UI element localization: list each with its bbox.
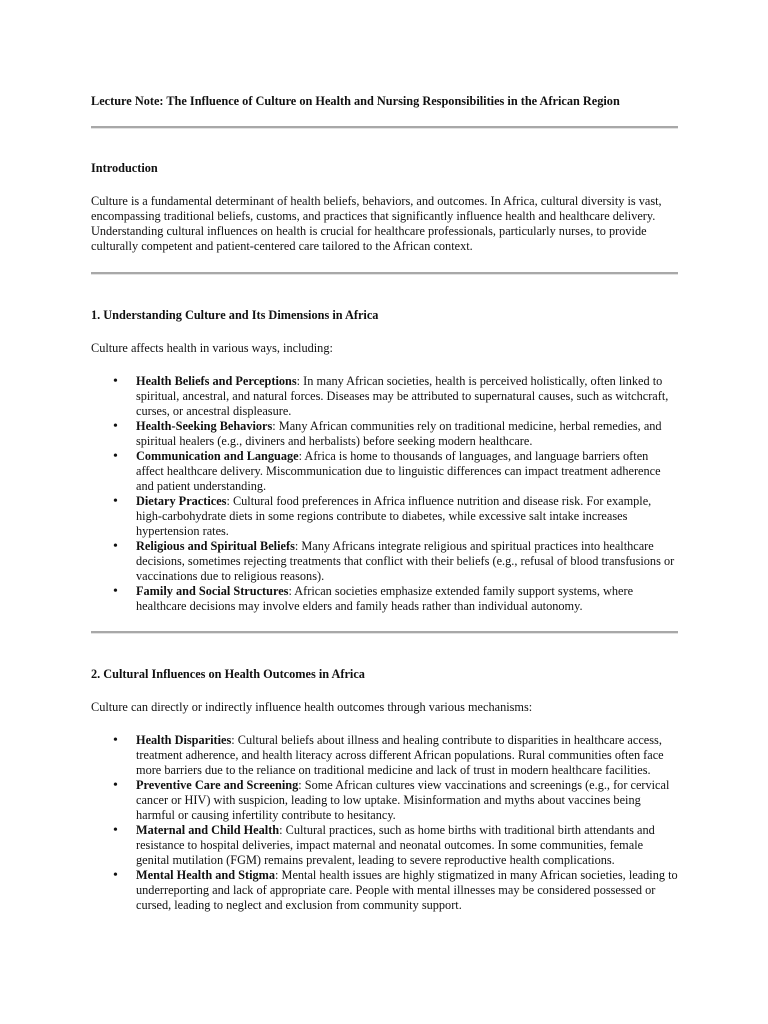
list-item xyxy=(91,374,678,419)
list-item-term: Dietary Practices xyxy=(136,494,227,508)
section-2-list xyxy=(91,733,678,913)
list-item-text: : Mental health issues are highly stigmatized in many African societies, leading to underreporting and lack of appropriate care. People with mental illnesses may be considered possessed or cursed, leading to neglect and exclusion from community support. xyxy=(136,868,678,912)
bullet-icon: • xyxy=(113,374,118,389)
list-item-text: : Many Africans integrate religious and spiritual practices into healthcare decisions, sometimes rejecting treatments that conflict with their beliefs (e.g., refusal of blood transfusions or vaccinations due to religious reasons). xyxy=(136,539,675,583)
list-item xyxy=(91,778,678,823)
bullet-icon: • xyxy=(113,778,118,793)
list-item-text: : In many African societies, health is perceived holistically, often linked to spiritual, ancestral, and natural forces. Diseases may be attributed to supernatural causes, such as witchcraft, curses, or ancestral displeasure. xyxy=(136,374,669,418)
section-2-intro: Culture can directly or indirectly influence health outcomes through various mechanisms: xyxy=(91,700,533,714)
section-1-heading: 1. Understanding Culture and Its Dimensions in Africa xyxy=(91,308,379,322)
list-item-term: Health Disparities xyxy=(136,733,232,747)
list-item-text: : Some African cultures view vaccinations and screenings (e.g., for cervical cancer or HIV) with suspicion, leading to low uptake. Misinformation and myths about vaccines being harmful or causing infertility contribute to hesitancy. xyxy=(136,778,670,822)
horizontal-rule xyxy=(91,126,678,129)
bullet-icon: • xyxy=(113,733,118,748)
bullet-icon: • xyxy=(113,494,118,509)
list-item xyxy=(91,868,678,913)
list-item xyxy=(91,494,678,539)
introduction-paragraph: Culture is a fundamental determinant of health beliefs, behaviors, and outcomes. In Africa, cultural diversity is vast, encompassing traditional beliefs, customs, and practices that significantly influence health and healthcare delivery. Understanding cultural influences on health is crucial for healthcare professionals, particularly nurses, to provide culturally competent and patient-centered care tailored to the African context. xyxy=(91,194,662,253)
list-item-text: : Cultural food preferences in Africa influence nutrition and disease risk. For example, high-carbohydrate diets in some regions contribute to diabetes, while excessive salt intake increases hypertension rates. xyxy=(136,494,652,538)
list-item-text: : Africa is home to thousands of languages, and language barriers often affect healthcare delivery. Miscommunication due to linguistic differences can impact treatment adherence and patient understanding. xyxy=(136,449,661,493)
list-item-term: Preventive Care and Screening xyxy=(136,778,299,792)
list-item-text: : Cultural practices, such as home births with traditional birth attendants and resistance to hospital deliveries, impact maternal and neonatal outcomes. In some communities, female genital mutilation (FGM) remains prevalent, leading to severe reproductive health complications. xyxy=(136,823,655,867)
list-item-text: : Many African communities rely on traditional medicine, herbal remedies, and spiritual healers (e.g., diviners and herbalists) before seeking modern healthcare. xyxy=(136,419,662,448)
list-item-text: : African societies emphasize extended family support systems, where healthcare decisions may involve elders and family heads rather than individual autonomy. xyxy=(136,584,634,613)
list-item-term: Religious and Spiritual Beliefs xyxy=(136,539,295,553)
bullet-icon: • xyxy=(113,868,118,883)
list-item xyxy=(91,823,678,868)
bullet-icon: • xyxy=(113,823,118,838)
bullet-icon: • xyxy=(113,584,118,599)
document-title: Lecture Note: The Influence of Culture on Health and Nursing Responsibilities in the African Region xyxy=(91,94,620,108)
section-1-intro: Culture affects health in various ways, including: xyxy=(91,341,333,355)
list-item-text: : Cultural beliefs about illness and healing contribute to disparities in healthcare access, treatment adherence, and health literacy across different African populations. Rural communities often face more barriers due to the reliance on traditional medicine and lack of trust in modern healthcare facilities. xyxy=(136,733,664,777)
list-item xyxy=(91,539,678,584)
list-item-term: Mental Health and Stigma xyxy=(136,868,276,882)
horizontal-rule xyxy=(91,631,678,634)
bullet-icon: • xyxy=(113,419,118,434)
list-item-term: Maternal and Child Health xyxy=(136,823,280,837)
section-1-list xyxy=(91,374,678,614)
list-item-term: Health Beliefs and Perceptions xyxy=(136,374,297,388)
section-2-heading: 2. Cultural Influences on Health Outcomes in Africa xyxy=(91,667,365,681)
list-item-term: Health-Seeking Behaviors xyxy=(136,419,273,433)
list-item xyxy=(91,584,678,614)
list-item xyxy=(91,419,678,449)
bullet-icon: • xyxy=(113,539,118,554)
list-item-term: Family and Social Structures xyxy=(136,584,289,598)
horizontal-rule xyxy=(91,272,678,275)
list-item-term: Communication and Language xyxy=(136,449,299,463)
bullet-icon: • xyxy=(113,449,118,464)
list-item xyxy=(91,449,678,494)
introduction-heading: Introduction xyxy=(91,161,158,175)
list-item xyxy=(91,733,678,778)
